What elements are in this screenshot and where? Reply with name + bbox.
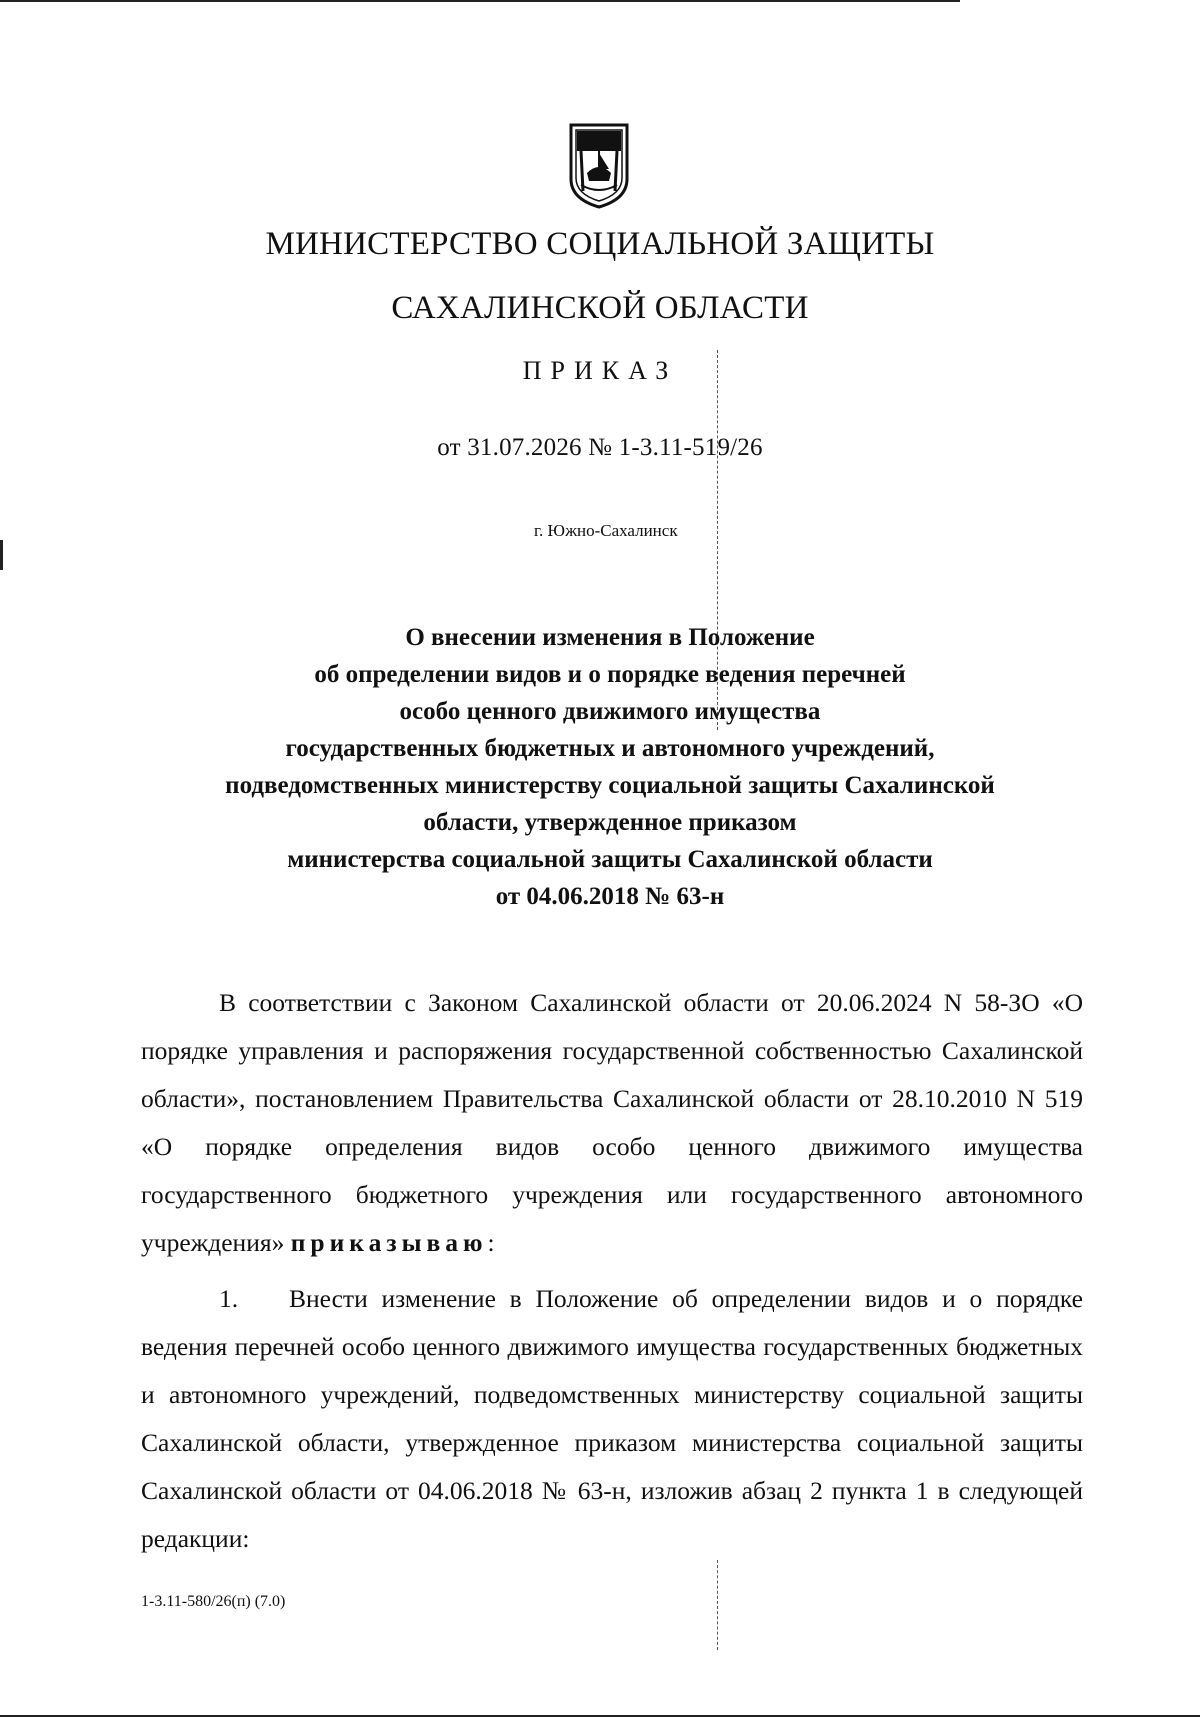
title-line: государственных бюджетных и автономного учреждений, [285, 735, 935, 762]
scan-top-edge [0, 0, 960, 2]
title-line: подведомственных министерству социальной защиты Сахалинской [225, 772, 995, 799]
title-line: министерства социальной защиты Сахалинской области [287, 846, 933, 873]
city-line: г. Южно-Сахалинск [534, 521, 678, 540]
preamble-text: В соответствии с Законом Сахалинской области от 20.06.2024 N 58-ЗО «О порядке управления и распоряжения государственной собственностью Сахалинской области», постановлением Правительства Сахалинской области от 28.10.2010 N 519 «О порядке определения видов особо ценного движимого имущества государственного бюджетного учреждения или государственного автономного учреждения» [141, 988, 1083, 1257]
scan-left-edge-mark [0, 540, 3, 570]
item-number: 1. [219, 1284, 239, 1313]
item-1-paragraph [141, 1275, 1083, 1563]
document-title [160, 619, 1060, 915]
title-line: от 04.06.2018 № 63-н [495, 883, 725, 910]
title-line: О внесении изменения в Положение [405, 624, 815, 651]
preamble-paragraph [141, 979, 1083, 1267]
scan-fold-line-lower [717, 1560, 718, 1650]
ministry-name-line1: МИНИСТЕРСТВО СОЦИАЛЬНОЙ ЗАЩИТЫ [265, 226, 935, 262]
title-line: особо ценного движимого имущества [399, 698, 821, 725]
title-line: области, утвержденное приказом [423, 809, 797, 836]
order-punct: : [487, 1228, 495, 1257]
registration-line: от 31.07.2026 № 1-3.11-519/26 [437, 434, 763, 461]
order-word: приказываю [290, 1228, 488, 1257]
document-type: ПРИКАЗ [522, 356, 678, 385]
document-code: 1-3.11-580/26(п) (7.0) [141, 1593, 286, 1610]
ministry-name-line2: САХАЛИНСКОЙ ОБЛАСТИ [391, 290, 809, 326]
coat-of-arms-icon [567, 121, 631, 209]
title-line: об определении видов и о порядке ведения перечней [314, 661, 906, 688]
item-text: Внести изменение в Положение об определении видов и о порядке ведения перечней особо ценного движимого имущества государственных бюджетных и автономного учреждений, подведомственных министерству социальной защиты Сахалинской области, утвержденное приказом министерства социальной защиты Сахалинской области от 04.06.2018 № 63-н, изложив абзац 2 пункта 1 в следующей редакции: [141, 1284, 1083, 1553]
